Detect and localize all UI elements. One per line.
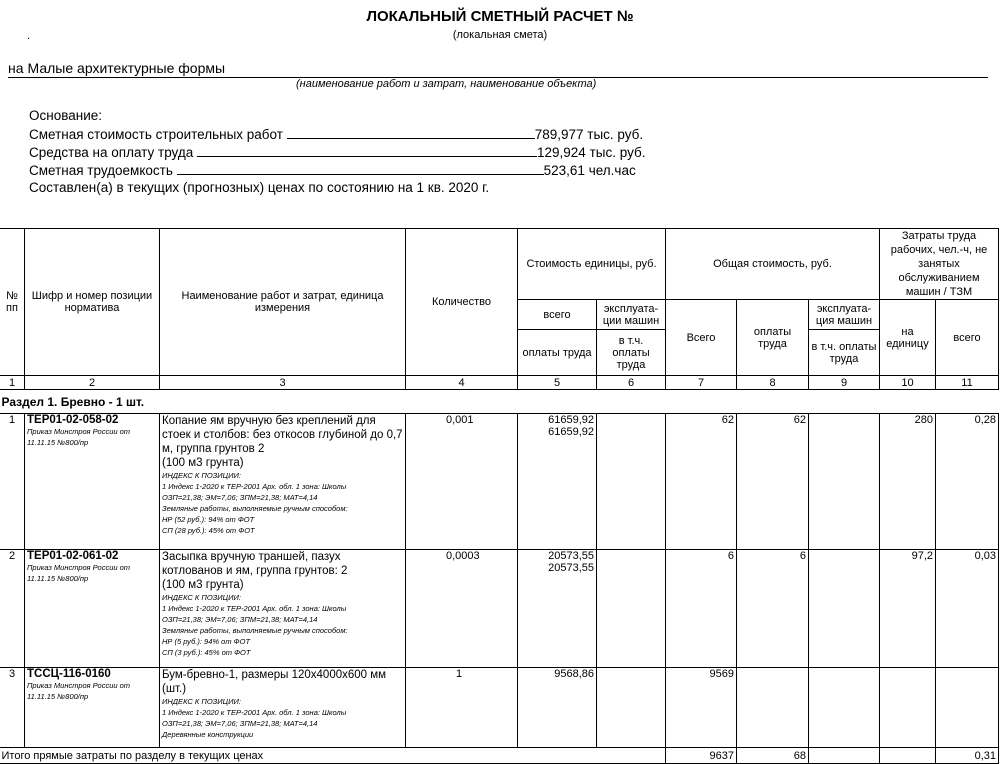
row-num: 1 — [0, 414, 25, 550]
row-labor-total — [936, 668, 999, 748]
col-num: 6 — [597, 376, 666, 390]
row-name: Засыпка вручную траншей, пазух котлованов и ям, группа грунтов: 2 — [162, 551, 348, 577]
header-vsego: всего — [518, 300, 597, 330]
table-row — [0, 668, 999, 748]
row-code: ТССЦ-116-0160 — [27, 668, 111, 680]
section-title: Раздел 1. Бревно - 1 шт. — [0, 390, 999, 414]
row-index-coefs: ОЗП=21,38; ЭМ=7,06; ЗПМ=21,38; МАТ=4,14 — [162, 615, 318, 624]
composed-note: Составлен(а) в текущих (прогнозных) ценах по состоянию на 1 кв. 2020 г. — [29, 180, 490, 195]
header-qty: Количество — [406, 229, 518, 376]
row-unit-expl — [597, 414, 666, 550]
row-qty: 0,0003 — [406, 550, 518, 668]
basis-label: Основание: — [29, 108, 102, 123]
row-code: ТЕР01-02-058-02 — [27, 414, 119, 426]
basis-row-value: 789,977 — [534, 127, 584, 142]
basis-row-label: Средства на оплату труда — [29, 145, 194, 160]
basis-row-label: Сметная трудоемкость — [29, 163, 173, 178]
table-row — [0, 414, 999, 550]
row-name: Бум-бревно-1, размеры 120х4000х600 мм — [162, 669, 387, 681]
header-expl-total: эксплуата-ция машин — [809, 300, 880, 330]
footer-total: 9637 — [666, 748, 737, 764]
row-code-cell — [25, 414, 160, 550]
row-name-cell — [160, 668, 406, 748]
na-label: на — [8, 60, 24, 76]
col-num: 3 — [160, 376, 406, 390]
basis-row-cost — [29, 126, 643, 144]
row-note: СП (3 руб.): 45% от ФОТ — [162, 648, 251, 657]
row-total-labor: 62 — [737, 414, 809, 550]
col-num: 8 — [737, 376, 809, 390]
object-name: Малые архитектурные формы — [27, 60, 226, 76]
row-total-expl — [809, 414, 880, 550]
row-unit-all: 9568,86 — [518, 668, 597, 748]
row-total: 9569 — [666, 668, 737, 748]
footer-expl — [809, 748, 880, 764]
row-index-title: ИНДЕКС К ПОЗИЦИИ: — [162, 697, 241, 706]
basis-row-labor-hours — [29, 162, 636, 180]
row-note: Земляные работы, выполняемые ручным способом: — [162, 504, 348, 513]
row-unit: (100 м3 грунта) — [162, 579, 244, 591]
header-labor: Затраты труда рабочих, чел.-ч, не занятых обслуживанием машин / ТЗМ — [880, 229, 999, 300]
row-index-title: ИНДЕКС К ПОЗИЦИИ: — [162, 471, 241, 480]
row-total-labor — [737, 668, 809, 748]
row-code-cell — [25, 668, 160, 748]
row-name: Копание ям вручную без креплений для стоек и столбов: без откосов глубиной до 0,7 м, группа грунтов 2 — [162, 415, 403, 455]
row-num: 3 — [0, 668, 25, 748]
row-total-expl — [809, 668, 880, 748]
header-vtch-total: в т.ч. оплаты труда — [809, 330, 880, 376]
footer-per-unit — [880, 748, 936, 764]
row-num: 2 — [0, 550, 25, 668]
footer-labor-total: 0,31 — [936, 748, 999, 764]
underline — [197, 144, 537, 157]
header-oplaty-truda: оплаты труда — [737, 300, 809, 376]
page-title: ЛОКАЛЬНЫЙ СМЕТНЫЙ РАСЧЕТ № — [366, 8, 634, 25]
row-qty: 0,001 — [406, 414, 518, 550]
header-per-unit: на единицу — [880, 300, 936, 376]
footer-labor: 68 — [737, 748, 809, 764]
basis-row-label: Сметная стоимость строительных работ — [29, 127, 283, 142]
underline — [287, 126, 535, 139]
col-num: 11 — [936, 376, 999, 390]
header-total-cost: Общая стоимость, руб. — [666, 229, 880, 300]
row-index-line: 1 Индекс 1-2020 к ТЕР-2001 Арх. обл. 1 зона: Школы — [162, 708, 347, 717]
row-unit-all: 20573,55 — [548, 550, 594, 562]
row-note: НР (5 руб.): 94% от ФОТ — [162, 637, 251, 646]
row-index-line: 1 Индекс 1-2020 к ТЕР-2001 Арх. обл. 1 зона: Школы — [162, 482, 347, 491]
basis-row-value: 523,61 — [543, 163, 585, 178]
header-vsego-total: Всего — [666, 300, 737, 376]
col-num: 7 — [666, 376, 737, 390]
row-note: СП (28 руб.): 45% от ФОТ — [162, 526, 255, 535]
header-vtch-unit: в т.ч. оплаты труда — [597, 330, 666, 376]
basis-row-unit: чел.час — [588, 163, 636, 178]
row-unit-expl — [597, 550, 666, 668]
header-num: № пп — [0, 229, 25, 376]
row-order: Приказ Минстроя России от 11.11.15 №800/пр — [27, 681, 131, 701]
basis-row-unit: тыс. руб. — [589, 145, 646, 160]
dot-mark: . — [27, 30, 31, 42]
row-note: Деревянные конструкции — [162, 730, 254, 739]
basis-row-value: 129,924 — [537, 145, 586, 160]
underline — [177, 162, 544, 175]
row-name-cell — [160, 550, 406, 668]
row-total: 62 — [666, 414, 737, 550]
estimate-table — [0, 228, 999, 764]
row-index-title: ИНДЕКС К ПОЗИЦИИ: — [162, 593, 241, 602]
header-name: Наименование работ и затрат, единица измерения — [160, 229, 406, 376]
header-labor-total: всего — [936, 300, 999, 376]
row-note: Земляные работы, выполняемые ручным способом: — [162, 626, 348, 635]
row-unit-labor: 20573,55 — [548, 562, 594, 574]
object-hint: (наименование работ и затрат, наименование объекта) — [296, 78, 597, 90]
row-unit: (шт.) — [162, 683, 187, 695]
header-expl: эксплуата-ции машин — [597, 300, 666, 330]
row-labor-per-unit: 97,2 — [880, 550, 936, 668]
row-unit-labor: 61659,92 — [548, 426, 594, 438]
row-unit-cost — [518, 414, 597, 550]
row-labor-total: 0,28 — [936, 414, 999, 550]
row-labor-per-unit: 280 — [880, 414, 936, 550]
object-line — [8, 60, 988, 78]
row-order: Приказ Минстроя России от 11.11.15 №800/пр — [27, 427, 131, 447]
row-unit-expl — [597, 668, 666, 748]
header-oplaty-unit: оплаты труда — [518, 330, 597, 376]
row-labor-per-unit — [880, 668, 936, 748]
col-num: 4 — [406, 376, 518, 390]
basis-row-labor-funds — [29, 144, 645, 162]
row-name-cell — [160, 414, 406, 550]
row-code: ТЕР01-02-061-02 — [27, 550, 119, 562]
row-index-coefs: ОЗП=21,38; ЭМ=7,06; ЗПМ=21,38; МАТ=4,14 — [162, 719, 318, 728]
col-num: 5 — [518, 376, 597, 390]
basis-row-unit: тыс. руб. — [587, 127, 644, 142]
row-total-expl — [809, 550, 880, 668]
col-num: 9 — [809, 376, 880, 390]
header-unit-cost: Стоимость единицы, руб. — [518, 229, 666, 300]
col-num: 1 — [0, 376, 25, 390]
row-index-line: 1 Индекс 1-2020 к ТЕР-2001 Арх. обл. 1 зона: Школы — [162, 604, 347, 613]
row-qty: 1 — [406, 668, 518, 748]
row-unit-all: 61659,92 — [548, 414, 594, 426]
col-num: 10 — [880, 376, 936, 390]
row-total-labor: 6 — [737, 550, 809, 668]
row-unit-cost — [518, 550, 597, 668]
row-labor-total: 0,03 — [936, 550, 999, 668]
row-code-cell — [25, 550, 160, 668]
header-code: Шифр и номер позиции норматива — [25, 229, 160, 376]
page-subtitle: (локальная смета) — [452, 29, 548, 41]
row-index-coefs: ОЗП=21,38; ЭМ=7,06; ЗПМ=21,38; МАТ=4,14 — [162, 493, 318, 502]
table-row — [0, 550, 999, 668]
col-num: 2 — [25, 376, 160, 390]
row-total: 6 — [666, 550, 737, 668]
row-note: НР (52 руб.): 94% от ФОТ — [162, 515, 255, 524]
row-unit: (100 м3 грунта) — [162, 457, 244, 469]
footer-label: Итого прямые затраты по разделу в текущих ценах — [0, 748, 666, 764]
footer-row — [0, 748, 999, 764]
row-order: Приказ Минстроя России от 11.11.15 №800/пр — [27, 563, 131, 583]
